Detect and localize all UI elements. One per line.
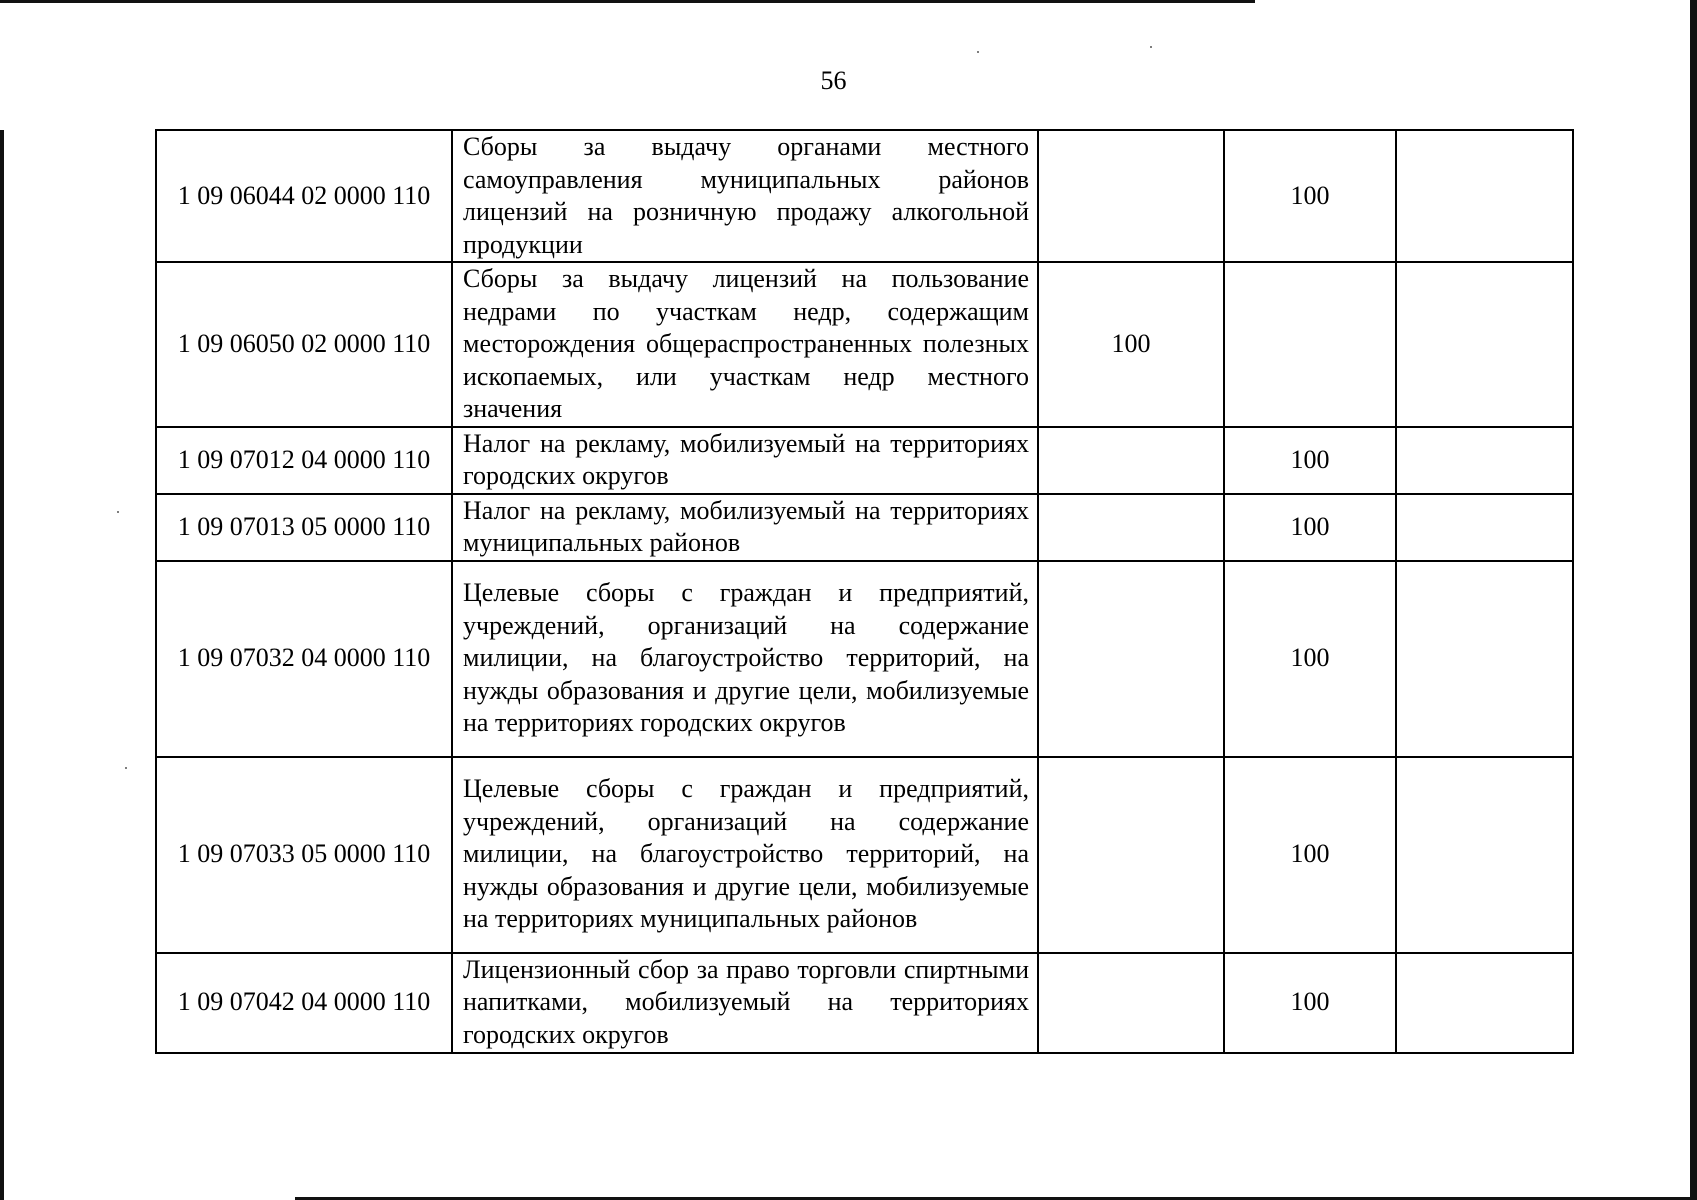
value-cell-col5 [1396,427,1573,494]
scan-speck [977,51,979,53]
value-cell-col5 [1396,757,1573,953]
value-cell-col3: 100 [1038,262,1224,427]
value-cell-col3 [1038,757,1224,953]
description-cell: Лицензионный сбор за право торговли спиртными напитками, мобилизуемый на территориях городских округов [452,953,1038,1053]
table-row [156,757,1573,953]
value-cell-col3 [1038,130,1224,262]
table-row [156,427,1573,494]
description-cell: Целевые сборы с граждан и предприятий, учреждений, организаций на содержание милиции, на благоустройство территорий, на нужды образования и другие цели, мобилизуемые на территориях городских округов [452,561,1038,757]
scan-edge-left [0,130,4,1200]
scan-speck [117,511,119,513]
description-cell: Налог на рекламу, мобилизуемый на территориях городских округов [452,427,1038,494]
value-cell-col4: 100 [1224,427,1396,494]
budget-code-cell: 1 09 07013 05 0000 110 [156,494,452,561]
budget-code-cell: 1 09 07012 04 0000 110 [156,427,452,494]
value-cell-col3 [1038,494,1224,561]
value-cell-col3 [1038,953,1224,1053]
value-cell-col5 [1396,561,1573,757]
value-cell-col4 [1224,262,1396,427]
table-row [156,561,1573,757]
value-cell-col3 [1038,427,1224,494]
value-cell-col5 [1396,262,1573,427]
value-cell-col4: 100 [1224,757,1396,953]
scan-edge-top [0,0,1255,3]
description-cell: Целевые сборы с граждан и предприятий, учреждений, организаций на содержание милиции, на благоустройство территорий, на нужды образования и другие цели, мобилизуемые на территориях муниципальных районов [452,757,1038,953]
value-cell-col5 [1396,953,1573,1053]
value-cell-col4: 100 [1224,953,1396,1053]
budget-code-cell: 1 09 06050 02 0000 110 [156,262,452,427]
scan-speck [1150,46,1152,48]
table-row [156,953,1573,1053]
value-cell-col5 [1396,130,1573,262]
table-row [156,494,1573,561]
value-cell-col4: 100 [1224,130,1396,262]
page-number: 56 [820,66,847,95]
scan-edge-right [1690,0,1697,1200]
value-cell-col4: 100 [1224,494,1396,561]
value-cell-col5 [1396,494,1573,561]
description-cell: Сборы за выдачу органами местного самоуправления муниципальных районов лицензий на розничную продажу алкогольной продукции [452,130,1038,262]
table-row [156,262,1573,427]
revenue-code-table [155,129,1574,1054]
description-cell: Сборы за выдачу лицензий на пользование недрами по участкам недр, содержащим месторождения общераспространенных полезных ископаемых, или участкам недр местного значения [452,262,1038,427]
budget-code-cell: 1 09 07032 04 0000 110 [156,561,452,757]
value-cell-col4: 100 [1224,561,1396,757]
scan-speck [125,767,127,769]
description-cell: Налог на рекламу, мобилизуемый на территориях муниципальных районов [452,494,1038,561]
value-cell-col3 [1038,561,1224,757]
budget-code-cell: 1 09 06044 02 0000 110 [156,130,452,262]
budget-code-cell: 1 09 07042 04 0000 110 [156,953,452,1053]
budget-code-cell: 1 09 07033 05 0000 110 [156,757,452,953]
table-row [156,130,1573,262]
